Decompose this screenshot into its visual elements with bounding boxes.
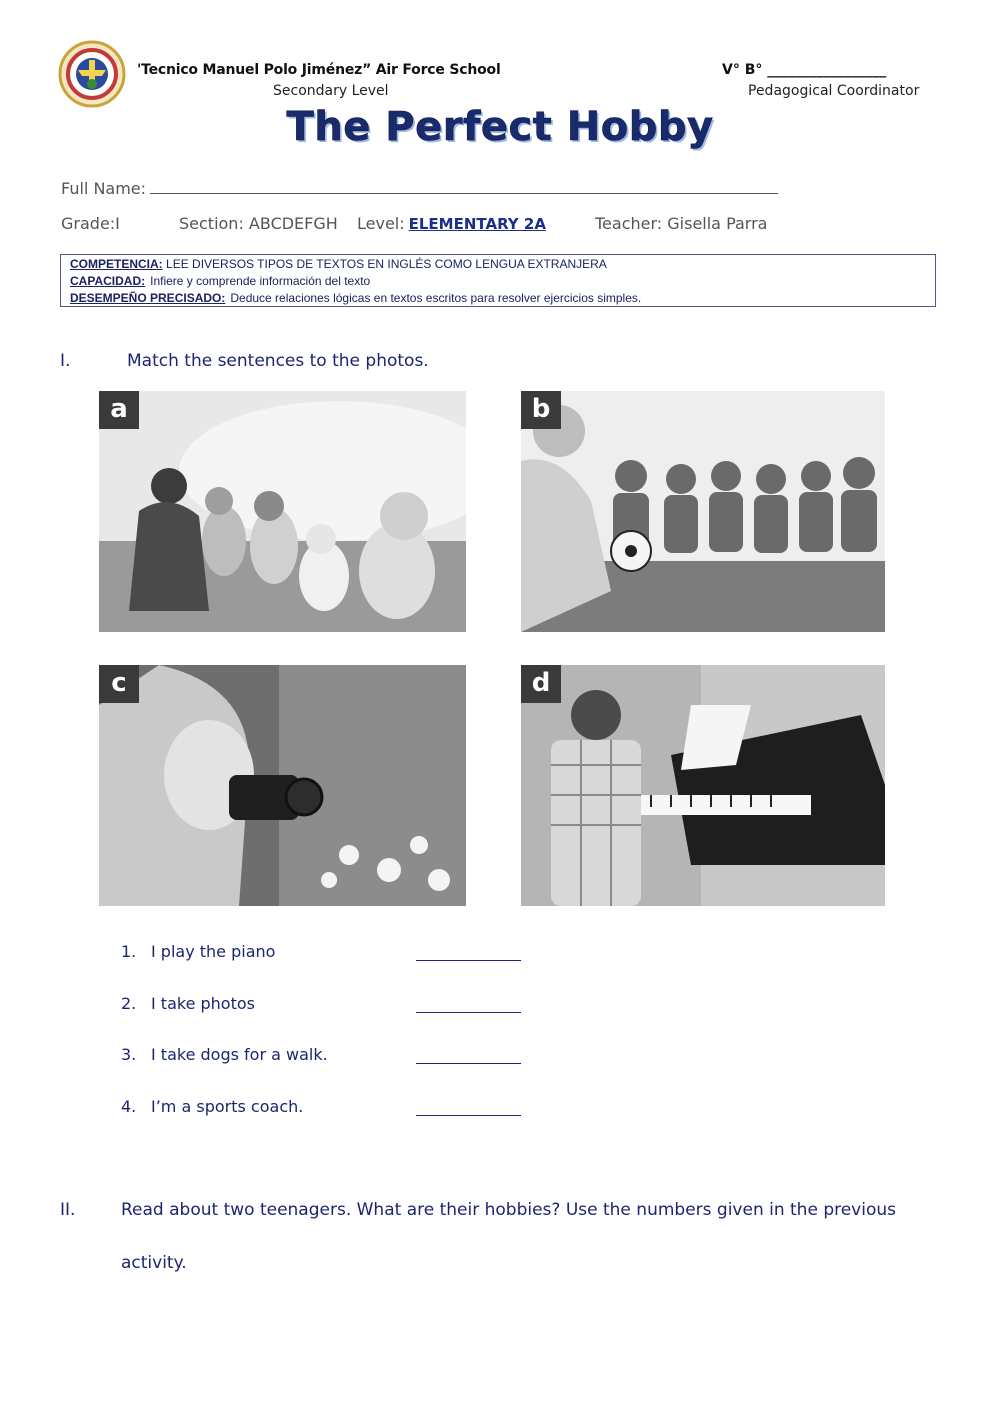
section-1-number: I. [60, 351, 71, 371]
school-level: Secondary Level [273, 83, 389, 99]
item-text: I take photos [151, 994, 255, 1013]
section-2-number: II. [60, 1200, 76, 1220]
photo-tag-a: a [99, 391, 139, 429]
item-number: 4. [121, 1097, 137, 1116]
section-2-instruction: Read about two teenagers. What are their hobbies? Use the numbers given in the previous activity. [121, 1200, 897, 1273]
item-text: I take dogs for a walk. [151, 1045, 328, 1064]
photo-c [99, 665, 466, 906]
level-label: Level: [357, 214, 405, 233]
full-name-label: Full Name: [61, 179, 147, 198]
full-name-blank[interactable] [150, 179, 778, 194]
section-label: Section: ABCDEFGH [179, 214, 338, 233]
list-item [121, 1045, 541, 1069]
item-number: 1. [121, 942, 137, 961]
dogs-walk-photo-icon [99, 391, 466, 632]
list-item [121, 1097, 541, 1121]
photo-tag-d: d [521, 665, 561, 703]
answer-blank[interactable] [416, 959, 521, 961]
competencia-label: COMPETENCIA: [70, 257, 163, 271]
level-value: ELEMENTARY 2A [408, 215, 546, 233]
school-logo [58, 40, 126, 108]
item-number: 3. [121, 1045, 137, 1064]
list-item [121, 942, 541, 966]
photo-a [99, 391, 466, 632]
list-item [121, 994, 541, 1018]
piano-player-photo-icon [521, 665, 885, 906]
photographer-photo-icon [99, 665, 466, 906]
photo-tag-c: c [99, 665, 139, 703]
item-text: I’m a sports coach. [151, 1097, 304, 1116]
item-text: I play the piano [151, 942, 276, 961]
level-row [357, 214, 546, 233]
competency-box [60, 254, 936, 307]
photo-tag-b: b [521, 391, 561, 429]
answer-blank[interactable] [416, 1062, 521, 1064]
photo-d [521, 665, 885, 906]
competencia-text: LEE DIVERSOS TIPOS DE TEXTOS EN INGLÉS COMO LENGUA EXTRANJERA [166, 257, 607, 271]
vb-signature-line: V° B° _________________ [722, 62, 887, 78]
desempeno-text: Deduce relaciones lógicas en textos escritos para resolver ejercicios simples. [230, 291, 642, 305]
capacidad-label: CAPACIDAD: [70, 274, 146, 288]
desempeno-label: DESEMPEÑO PRECISADO: [70, 291, 226, 305]
photo-b [521, 391, 885, 632]
school-name: 'Tecnico Manuel Polo Jiménez” Air Force School [137, 62, 501, 78]
answer-blank[interactable] [416, 1011, 521, 1013]
sports-coach-photo-icon [521, 391, 885, 632]
answer-blank[interactable] [416, 1114, 521, 1116]
coordinator-label: Pedagogical Coordinator [748, 83, 920, 99]
full-name-row[interactable] [61, 179, 778, 198]
capacidad-text: Infiere y comprende información del texto [150, 274, 371, 288]
page-title: The Perfect Hobby [286, 104, 714, 150]
item-number: 2. [121, 994, 137, 1013]
grade-label: Grade:I [61, 214, 120, 233]
section-1-instruction: Match the sentences to the photos. [127, 351, 429, 371]
teacher-label: Teacher: Gisella Parra [595, 214, 768, 233]
